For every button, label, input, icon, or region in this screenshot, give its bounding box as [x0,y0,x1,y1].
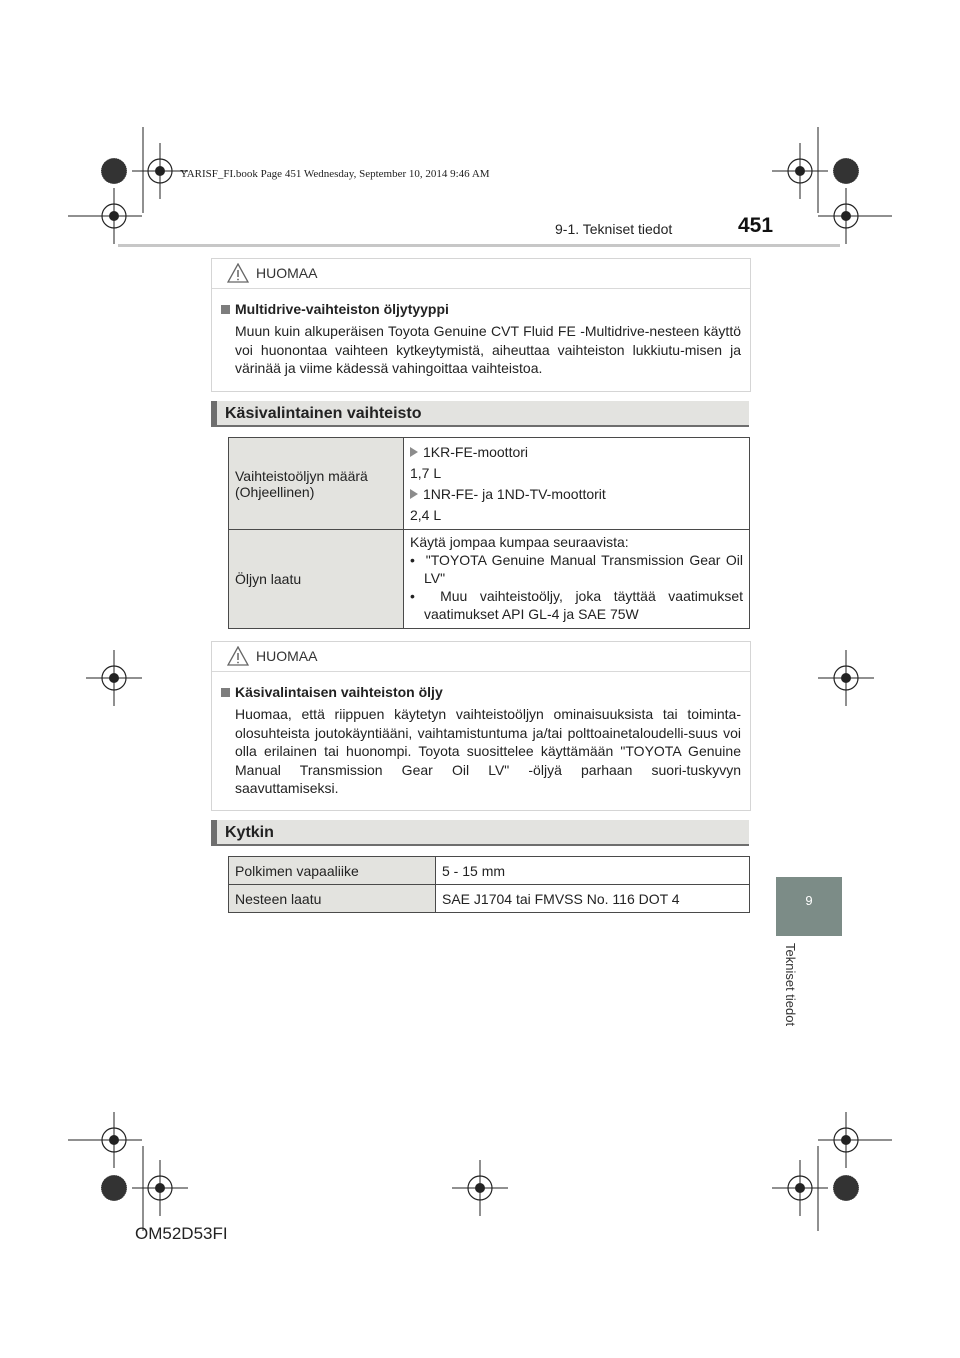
oil-quality-intro: Käytä jompaa kumpaa seuraavista: [410,534,629,550]
notice-header [212,642,750,672]
notice-title: HUOMAA [256,648,318,664]
document-code: OM52D53FI [135,1224,228,1243]
warning-icon [227,646,249,666]
table-value-cell: SAE J1704 tai FMVSS No. 116 DOT 4 [436,885,750,913]
header-rule [118,244,840,247]
notice-text: Muun kuin alkuperäisen Toyota Genuine CVT Fluid FE -Multidrive-nesteen käyttö voi huonontaa vaihteen kytkeytymistä, aiheuttaa vaihteiston lukkiutu-misen ja värinää ja viime kädessä vahingoittaa vaihteistoa. [235,323,741,376]
section-heading-clutch [211,820,749,846]
engine-name: 1NR-FE- ja 1ND-TV-moottorit [423,485,606,502]
chapter-tab [776,877,842,936]
notice-subtitle-text: Käsivalintaisen vaihteiston öljy [235,684,443,700]
table-label-cell: Polkimen vapaaliike [229,857,436,885]
section-heading-text: Käsivalintainen vaihteisto [225,405,422,422]
table-label-cell: Öljyn laatu [229,530,404,629]
notice-box [211,641,751,811]
triangle-bullet-icon [410,447,418,457]
notice-header [212,259,750,289]
table-label-cell: Vaihteistoöljyn määrä (Ohjeellinen) [229,438,404,530]
section-heading-manual-transmission [211,401,749,427]
chapter-number: 9 [805,893,813,908]
chapter-tab-label [780,943,800,1053]
manual-transmission-table [228,437,750,629]
notice-subtitle-text: Multidrive-vaihteiston öljytyyppi [235,301,449,317]
table-row [229,530,750,629]
list-item: • "TOYOTA Genuine Manual Transmission Gear Oil LV" [410,552,743,586]
notice-subtitle [221,301,750,317]
engine-line [410,484,743,505]
table-row [229,857,750,885]
notice-box [211,258,751,392]
chapter-tab-text: Tekniset tiedot [783,943,798,1027]
notice-title: HUOMAA [256,265,318,281]
engine-line [410,442,743,463]
table-row [229,885,750,913]
square-bullet-icon [221,688,230,697]
table-row [229,438,750,530]
warning-icon [227,263,249,283]
page-number: 451 [738,214,774,237]
oil-capacity-value: 2,4 L [410,506,442,523]
engine-name: 1KR-FE-moottori [423,443,529,460]
table-value-cell [404,530,750,629]
section-title: 9-1. Tekniset tiedot [555,221,673,237]
list-item-text: "TOYOTA Genuine Manual Transmission Gear Oil LV" [424,552,743,586]
square-bullet-icon [221,305,230,314]
notice-subtitle [221,684,750,700]
clutch-table [228,856,750,913]
oil-capacity-value: 1,7 L [410,464,442,481]
table-label-cell: Nesteen laatu [229,885,436,913]
list-item-text: Muu vaihteistoöljy, joka täyttää vaatimukset vaatimukset API GL-4 ja SAE 75W [424,588,744,622]
section-heading-text: Kytkin [225,824,274,841]
table-value-cell: 5 - 15 mm [436,857,750,885]
list-item: • Muu vaihteistoöljy, joka täyttää vaatimukset vaatimukset API GL-4 ja SAE 75W [410,588,744,622]
table-value-cell [404,438,750,530]
book-info-line: YARISF_FI.book Page 451 Wednesday, September 10, 2014 9:46 AM [180,168,490,180]
triangle-bullet-icon [410,489,418,499]
notice-text: Huomaa, että riippuen käytetyn vaihteistoöljyn ominaisuuksista tai toiminta-olosuhteista joutokäyntiääni, vaihtamistuntuma ja/tai polttoainetaloudelli-suus voi olla erilainen tai huonompi. Toyota suosittelee käyttämään "TOYOTA Genuine Manual Transmission Gear Oil LV" -öljyä parhaan suori-tuskyvyn saavuttamiseksi. [235,706,741,796]
